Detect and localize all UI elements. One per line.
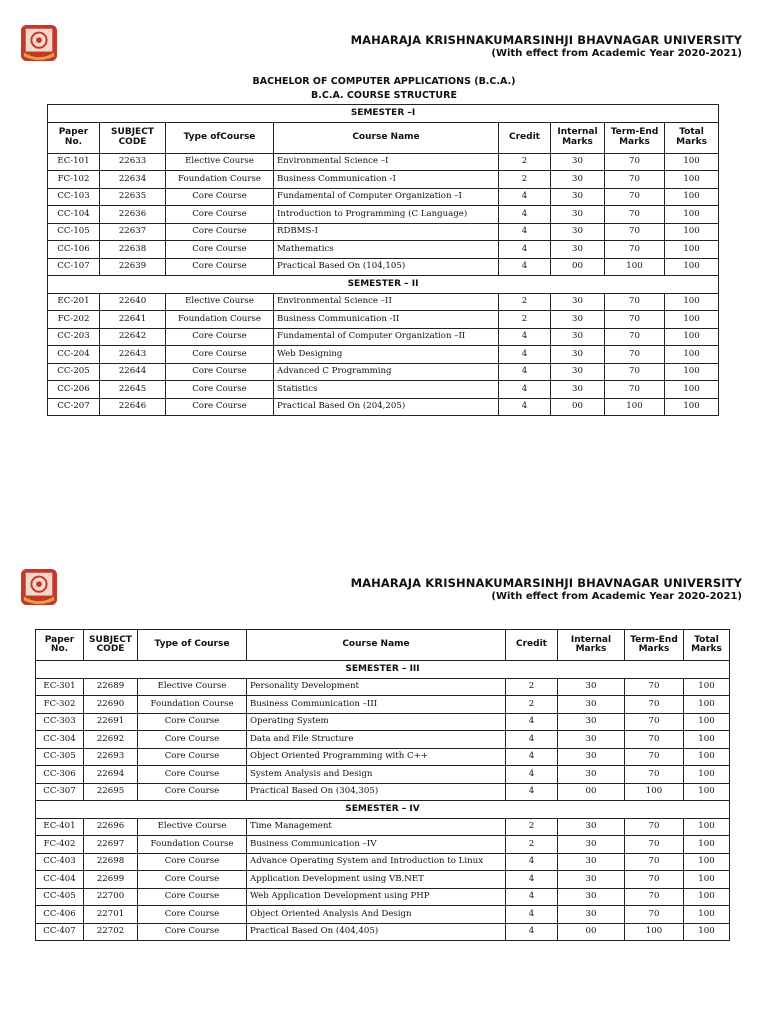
internal-marks-cell: 00 <box>551 258 605 276</box>
course-type-cell: Elective Course <box>138 678 247 696</box>
table-row <box>48 171 719 189</box>
internal-marks-cell: 30 <box>551 171 605 189</box>
course-type-cell: Core Course <box>138 906 247 924</box>
course-type-cell: Core Course <box>166 363 274 381</box>
internal-marks-cell: 30 <box>551 188 605 206</box>
header-row <box>48 122 719 153</box>
course-type-cell: Foundation Course <box>138 696 247 714</box>
header-subject-code: SUBJECT CODE <box>100 122 166 153</box>
table-row <box>36 748 730 766</box>
table-row <box>48 293 719 311</box>
table-row <box>48 258 719 276</box>
subject-code-cell: 22641 <box>100 311 166 329</box>
course-type-cell: Core Course <box>138 713 247 731</box>
course-table-1 <box>47 104 719 416</box>
table-row <box>48 188 719 206</box>
table-row <box>48 206 719 224</box>
term-end-marks-cell: 70 <box>625 836 684 854</box>
internal-marks-cell: 00 <box>558 783 625 801</box>
total-marks-cell: 100 <box>684 678 730 696</box>
term-end-marks-cell: 70 <box>625 818 684 836</box>
term-end-marks-cell: 70 <box>625 888 684 906</box>
credit-cell: 4 <box>499 188 551 206</box>
term-end-marks-cell: 70 <box>605 381 665 399</box>
subject-code-cell: 22698 <box>84 853 138 871</box>
semester-label: SEMESTER – IV <box>36 801 730 819</box>
course-type-cell: Elective Course <box>138 818 247 836</box>
term-end-marks-cell: 70 <box>605 223 665 241</box>
paper-no-cell: CC-104 <box>48 206 100 224</box>
course-name-cell: Mathematics <box>274 241 499 259</box>
table-row <box>36 766 730 784</box>
credit-cell: 4 <box>499 223 551 241</box>
course-type-cell: Elective Course <box>166 293 274 311</box>
course-type-cell: Core Course <box>138 871 247 889</box>
paper-no-cell: CC-204 <box>48 346 100 364</box>
paper-no-cell: CC-304 <box>36 731 84 749</box>
subject-code-cell: 22644 <box>100 363 166 381</box>
total-marks-cell: 100 <box>684 888 730 906</box>
table-row <box>36 853 730 871</box>
table-row <box>48 153 719 171</box>
subject-code-cell: 22689 <box>84 678 138 696</box>
internal-marks-cell: 30 <box>558 871 625 889</box>
table-row <box>36 713 730 731</box>
header-total-marks: Total Marks <box>665 122 719 153</box>
paper-no-cell: CC-207 <box>48 398 100 416</box>
course-type-cell: Core Course <box>138 923 247 941</box>
header-credit: Credit <box>506 630 558 661</box>
semester-row <box>48 276 719 294</box>
header-course-name: Course Name <box>274 122 499 153</box>
paper-no-cell: CC-105 <box>48 223 100 241</box>
semester-row <box>36 661 730 679</box>
course-type-cell: Core Course <box>166 188 274 206</box>
internal-marks-cell: 30 <box>558 766 625 784</box>
internal-marks-cell: 30 <box>558 748 625 766</box>
course-table-2 <box>35 629 730 941</box>
total-marks-cell: 100 <box>665 241 719 259</box>
total-marks-cell: 100 <box>684 696 730 714</box>
subject-code-cell: 22646 <box>100 398 166 416</box>
total-marks-cell: 100 <box>665 188 719 206</box>
table-row <box>48 311 719 329</box>
term-end-marks-cell: 70 <box>605 346 665 364</box>
paper-no-cell: CC-305 <box>36 748 84 766</box>
paper-no-cell: FC-402 <box>36 836 84 854</box>
paper-no-cell: CC-407 <box>36 923 84 941</box>
course-name-cell: Practical Based On (104,105) <box>274 258 499 276</box>
credit-cell: 4 <box>499 258 551 276</box>
table-row <box>36 783 730 801</box>
term-end-marks-cell: 100 <box>605 258 665 276</box>
total-marks-cell: 100 <box>665 398 719 416</box>
credit-cell: 2 <box>506 818 558 836</box>
effect-year: (With effect from Academic Year 2020-2021) <box>491 591 742 602</box>
internal-marks-cell: 30 <box>558 906 625 924</box>
total-marks-cell: 100 <box>684 853 730 871</box>
subject-code-cell: 22637 <box>100 223 166 241</box>
course-name-cell: Environmental Science –I <box>274 153 499 171</box>
credit-cell: 2 <box>506 696 558 714</box>
paper-no-cell: CC-107 <box>48 258 100 276</box>
internal-marks-cell: 30 <box>558 888 625 906</box>
total-marks-cell: 100 <box>665 258 719 276</box>
term-end-marks-cell: 70 <box>605 188 665 206</box>
course-type-cell: Elective Course <box>166 153 274 171</box>
course-name-cell: Business Communication –IV <box>247 836 506 854</box>
course-type-cell: Core Course <box>166 346 274 364</box>
course-name-cell: Operating System <box>247 713 506 731</box>
credit-cell: 4 <box>506 766 558 784</box>
total-marks-cell: 100 <box>684 923 730 941</box>
term-end-marks-cell: 70 <box>605 311 665 329</box>
paper-no-cell: EC-301 <box>36 678 84 696</box>
header-term-end-marks: Term-End Marks <box>605 122 665 153</box>
credit-cell: 4 <box>499 206 551 224</box>
term-end-marks-cell: 70 <box>625 678 684 696</box>
internal-marks-cell: 30 <box>551 363 605 381</box>
paper-no-cell: CC-406 <box>36 906 84 924</box>
paper-no-cell: CC-103 <box>48 188 100 206</box>
internal-marks-cell: 00 <box>558 923 625 941</box>
credit-cell: 4 <box>506 906 558 924</box>
subject-code-cell: 22694 <box>84 766 138 784</box>
header-row <box>36 630 730 661</box>
internal-marks-cell: 30 <box>558 678 625 696</box>
course-type-cell: Core Course <box>166 328 274 346</box>
term-end-marks-cell: 70 <box>605 241 665 259</box>
table-row <box>48 223 719 241</box>
course-name-cell: Web Application Development using PHP <box>247 888 506 906</box>
table-row <box>36 818 730 836</box>
paper-no-cell: EC-101 <box>48 153 100 171</box>
term-end-marks-cell: 70 <box>625 713 684 731</box>
course-type-cell: Core Course <box>166 223 274 241</box>
paper-no-cell: CC-205 <box>48 363 100 381</box>
term-end-marks-cell: 100 <box>625 783 684 801</box>
university-logo-icon <box>20 568 58 606</box>
paper-no-cell: EC-201 <box>48 293 100 311</box>
course-type-cell: Core Course <box>138 888 247 906</box>
subject-code-cell: 22642 <box>100 328 166 346</box>
header-credit: Credit <box>499 122 551 153</box>
subject-code-cell: 22690 <box>84 696 138 714</box>
table-row <box>36 906 730 924</box>
course-name-cell: Introduction to Programming (C Language) <box>274 206 499 224</box>
paper-no-cell: CC-306 <box>36 766 84 784</box>
term-end-marks-cell: 70 <box>625 853 684 871</box>
header-type-of-course: Type ofCourse <box>166 122 274 153</box>
paper-no-cell: CC-404 <box>36 871 84 889</box>
credit-cell: 4 <box>506 783 558 801</box>
subject-code-cell: 22697 <box>84 836 138 854</box>
term-end-marks-cell: 70 <box>605 206 665 224</box>
course-type-cell: Foundation Course <box>166 311 274 329</box>
program-title: BACHELOR OF COMPUTER APPLICATIONS (B.C.A.) <box>252 76 516 87</box>
credit-cell: 4 <box>499 241 551 259</box>
total-marks-cell: 100 <box>684 906 730 924</box>
internal-marks-cell: 30 <box>551 346 605 364</box>
internal-marks-cell: 30 <box>551 381 605 399</box>
table-row <box>48 398 719 416</box>
credit-cell: 4 <box>499 398 551 416</box>
term-end-marks-cell: 70 <box>625 696 684 714</box>
internal-marks-cell: 30 <box>558 853 625 871</box>
course-name-cell: RDBMS-I <box>274 223 499 241</box>
header-internal-marks: Internal Marks <box>551 122 605 153</box>
course-name-cell: Personality Development <box>247 678 506 696</box>
course-type-cell: Core Course <box>138 731 247 749</box>
subject-code-cell: 22640 <box>100 293 166 311</box>
semester-label: SEMESTER –I <box>48 105 719 123</box>
term-end-marks-cell: 70 <box>605 153 665 171</box>
table-row <box>36 836 730 854</box>
internal-marks-cell: 30 <box>551 328 605 346</box>
course-type-cell: Core Course <box>138 853 247 871</box>
paper-no-cell: CC-403 <box>36 853 84 871</box>
total-marks-cell: 100 <box>665 153 719 171</box>
table-row <box>36 871 730 889</box>
internal-marks-cell: 30 <box>558 818 625 836</box>
term-end-marks-cell: 100 <box>625 923 684 941</box>
total-marks-cell: 100 <box>665 346 719 364</box>
course-name-cell: Practical Based On (404,405) <box>247 923 506 941</box>
header-paper-no: Paper No. <box>48 122 100 153</box>
course-name-cell: Time Management <box>247 818 506 836</box>
course-type-cell: Core Course <box>166 258 274 276</box>
total-marks-cell: 100 <box>665 311 719 329</box>
paper-no-cell: CC-303 <box>36 713 84 731</box>
total-marks-cell: 100 <box>684 818 730 836</box>
header-total-marks: Total Marks <box>684 630 730 661</box>
internal-marks-cell: 30 <box>558 836 625 854</box>
subject-code-cell: 22634 <box>100 171 166 189</box>
internal-marks-cell: 30 <box>551 293 605 311</box>
subject-code-cell: 22643 <box>100 346 166 364</box>
subject-code-cell: 22636 <box>100 206 166 224</box>
credit-cell: 4 <box>506 853 558 871</box>
credit-cell: 2 <box>499 153 551 171</box>
term-end-marks-cell: 70 <box>625 748 684 766</box>
course-type-cell: Core Course <box>166 206 274 224</box>
paper-no-cell: FC-202 <box>48 311 100 329</box>
course-type-cell: Core Course <box>138 748 247 766</box>
course-name-cell: Business Communication -II <box>274 311 499 329</box>
course-type-cell: Core Course <box>166 381 274 399</box>
total-marks-cell: 100 <box>684 836 730 854</box>
internal-marks-cell: 30 <box>551 153 605 171</box>
course-type-cell: Core Course <box>138 766 247 784</box>
table-row <box>36 731 730 749</box>
course-name-cell: Business Communication -I <box>274 171 499 189</box>
header-course-name: Course Name <box>247 630 506 661</box>
table-row <box>36 678 730 696</box>
table-row <box>48 363 719 381</box>
university-logo-icon <box>20 24 58 62</box>
term-end-marks-cell: 70 <box>605 363 665 381</box>
credit-cell: 4 <box>506 888 558 906</box>
paper-no-cell: CC-206 <box>48 381 100 399</box>
course-name-cell: Statistics <box>274 381 499 399</box>
internal-marks-cell: 00 <box>551 398 605 416</box>
credit-cell: 4 <box>499 328 551 346</box>
total-marks-cell: 100 <box>684 871 730 889</box>
table-row <box>48 346 719 364</box>
semester-label: SEMESTER – III <box>36 661 730 679</box>
term-end-marks-cell: 100 <box>605 398 665 416</box>
effect-year: (With effect from Academic Year 2020-2021) <box>491 48 742 59</box>
term-end-marks-cell: 70 <box>605 293 665 311</box>
credit-cell: 2 <box>499 311 551 329</box>
course-name-cell: Data and File Structure <box>247 731 506 749</box>
course-type-cell: Foundation Course <box>138 836 247 854</box>
course-name-cell: Environmental Science –II <box>274 293 499 311</box>
subject-code-cell: 22702 <box>84 923 138 941</box>
structure-title: B.C.A. COURSE STRUCTURE <box>311 90 457 101</box>
course-name-cell: Fundamental of Computer Organization –II <box>274 328 499 346</box>
total-marks-cell: 100 <box>684 713 730 731</box>
credit-cell: 2 <box>499 293 551 311</box>
course-name-cell: Application Development using VB.NET <box>247 871 506 889</box>
term-end-marks-cell: 70 <box>625 871 684 889</box>
paper-no-cell: CC-203 <box>48 328 100 346</box>
semester-label: SEMESTER – II <box>48 276 719 294</box>
paper-no-cell: EC-401 <box>36 818 84 836</box>
table-row <box>36 923 730 941</box>
subject-code-cell: 22701 <box>84 906 138 924</box>
course-name-cell: Practical Based On (304,305) <box>247 783 506 801</box>
total-marks-cell: 100 <box>684 783 730 801</box>
total-marks-cell: 100 <box>684 731 730 749</box>
internal-marks-cell: 30 <box>551 223 605 241</box>
term-end-marks-cell: 70 <box>605 171 665 189</box>
total-marks-cell: 100 <box>665 293 719 311</box>
header-paper-no: Paper No. <box>36 630 84 661</box>
term-end-marks-cell: 70 <box>625 731 684 749</box>
subject-code-cell: 22699 <box>84 871 138 889</box>
credit-cell: 4 <box>506 713 558 731</box>
paper-no-cell: CC-106 <box>48 241 100 259</box>
internal-marks-cell: 30 <box>558 731 625 749</box>
paper-no-cell: FC-302 <box>36 696 84 714</box>
internal-marks-cell: 30 <box>558 696 625 714</box>
header-type-of-course: Type of Course <box>138 630 247 661</box>
subject-code-cell: 22693 <box>84 748 138 766</box>
paper-no-cell: FC-102 <box>48 171 100 189</box>
table-row <box>36 696 730 714</box>
table-row <box>48 381 719 399</box>
course-type-cell: Core Course <box>166 398 274 416</box>
credit-cell: 4 <box>506 748 558 766</box>
subject-code-cell: 22635 <box>100 188 166 206</box>
course-name-cell: Practical Based On (204,205) <box>274 398 499 416</box>
course-name-cell: Advanced C Programming <box>274 363 499 381</box>
course-name-cell: Fundamental of Computer Organization –I <box>274 188 499 206</box>
internal-marks-cell: 30 <box>558 713 625 731</box>
credit-cell: 4 <box>499 346 551 364</box>
course-name-cell: Web Designing <box>274 346 499 364</box>
course-name-cell: Object Oriented Programming with C++ <box>247 748 506 766</box>
semester-row <box>36 801 730 819</box>
subject-code-cell: 22639 <box>100 258 166 276</box>
course-type-cell: Core Course <box>166 241 274 259</box>
credit-cell: 4 <box>499 363 551 381</box>
subject-code-cell: 22638 <box>100 241 166 259</box>
credit-cell: 4 <box>499 381 551 399</box>
credit-cell: 2 <box>506 836 558 854</box>
total-marks-cell: 100 <box>665 223 719 241</box>
course-name-cell: Business Communication –III <box>247 696 506 714</box>
internal-marks-cell: 30 <box>551 241 605 259</box>
semester-row <box>48 105 719 123</box>
total-marks-cell: 100 <box>684 766 730 784</box>
internal-marks-cell: 30 <box>551 206 605 224</box>
course-name-cell: Advance Operating System and Introduction to Linux <box>247 853 506 871</box>
paper-no-cell: CC-307 <box>36 783 84 801</box>
term-end-marks-cell: 70 <box>625 766 684 784</box>
course-type-cell: Core Course <box>138 783 247 801</box>
total-marks-cell: 100 <box>684 748 730 766</box>
table-row <box>48 328 719 346</box>
course-name-cell: System Analysis and Design <box>247 766 506 784</box>
total-marks-cell: 100 <box>665 206 719 224</box>
table-row <box>36 888 730 906</box>
university-name: MAHARAJA KRISHNAKUMARSINHJI BHAVNAGAR UNIVERSITY <box>350 576 742 590</box>
subject-code-cell: 22691 <box>84 713 138 731</box>
subject-code-cell: 22633 <box>100 153 166 171</box>
term-end-marks-cell: 70 <box>625 906 684 924</box>
credit-cell: 4 <box>506 923 558 941</box>
university-name: MAHARAJA KRISHNAKUMARSINHJI BHAVNAGAR UNIVERSITY <box>350 33 742 47</box>
subject-code-cell: 22695 <box>84 783 138 801</box>
header-term-end-marks: Term-End Marks <box>625 630 684 661</box>
term-end-marks-cell: 70 <box>605 328 665 346</box>
total-marks-cell: 100 <box>665 381 719 399</box>
total-marks-cell: 100 <box>665 363 719 381</box>
header-internal-marks: Internal Marks <box>558 630 625 661</box>
paper-no-cell: CC-405 <box>36 888 84 906</box>
total-marks-cell: 100 <box>665 328 719 346</box>
internal-marks-cell: 30 <box>551 311 605 329</box>
credit-cell: 4 <box>506 731 558 749</box>
subject-code-cell: 22700 <box>84 888 138 906</box>
credit-cell: 2 <box>499 171 551 189</box>
credit-cell: 4 <box>506 871 558 889</box>
credit-cell: 2 <box>506 678 558 696</box>
subject-code-cell: 22692 <box>84 731 138 749</box>
header-subject-code: SUBJECT CODE <box>84 630 138 661</box>
course-name-cell: Object Oriented Analysis And Design <box>247 906 506 924</box>
subject-code-cell: 22645 <box>100 381 166 399</box>
course-type-cell: Foundation Course <box>166 171 274 189</box>
table-row <box>48 241 719 259</box>
subject-code-cell: 22696 <box>84 818 138 836</box>
total-marks-cell: 100 <box>665 171 719 189</box>
